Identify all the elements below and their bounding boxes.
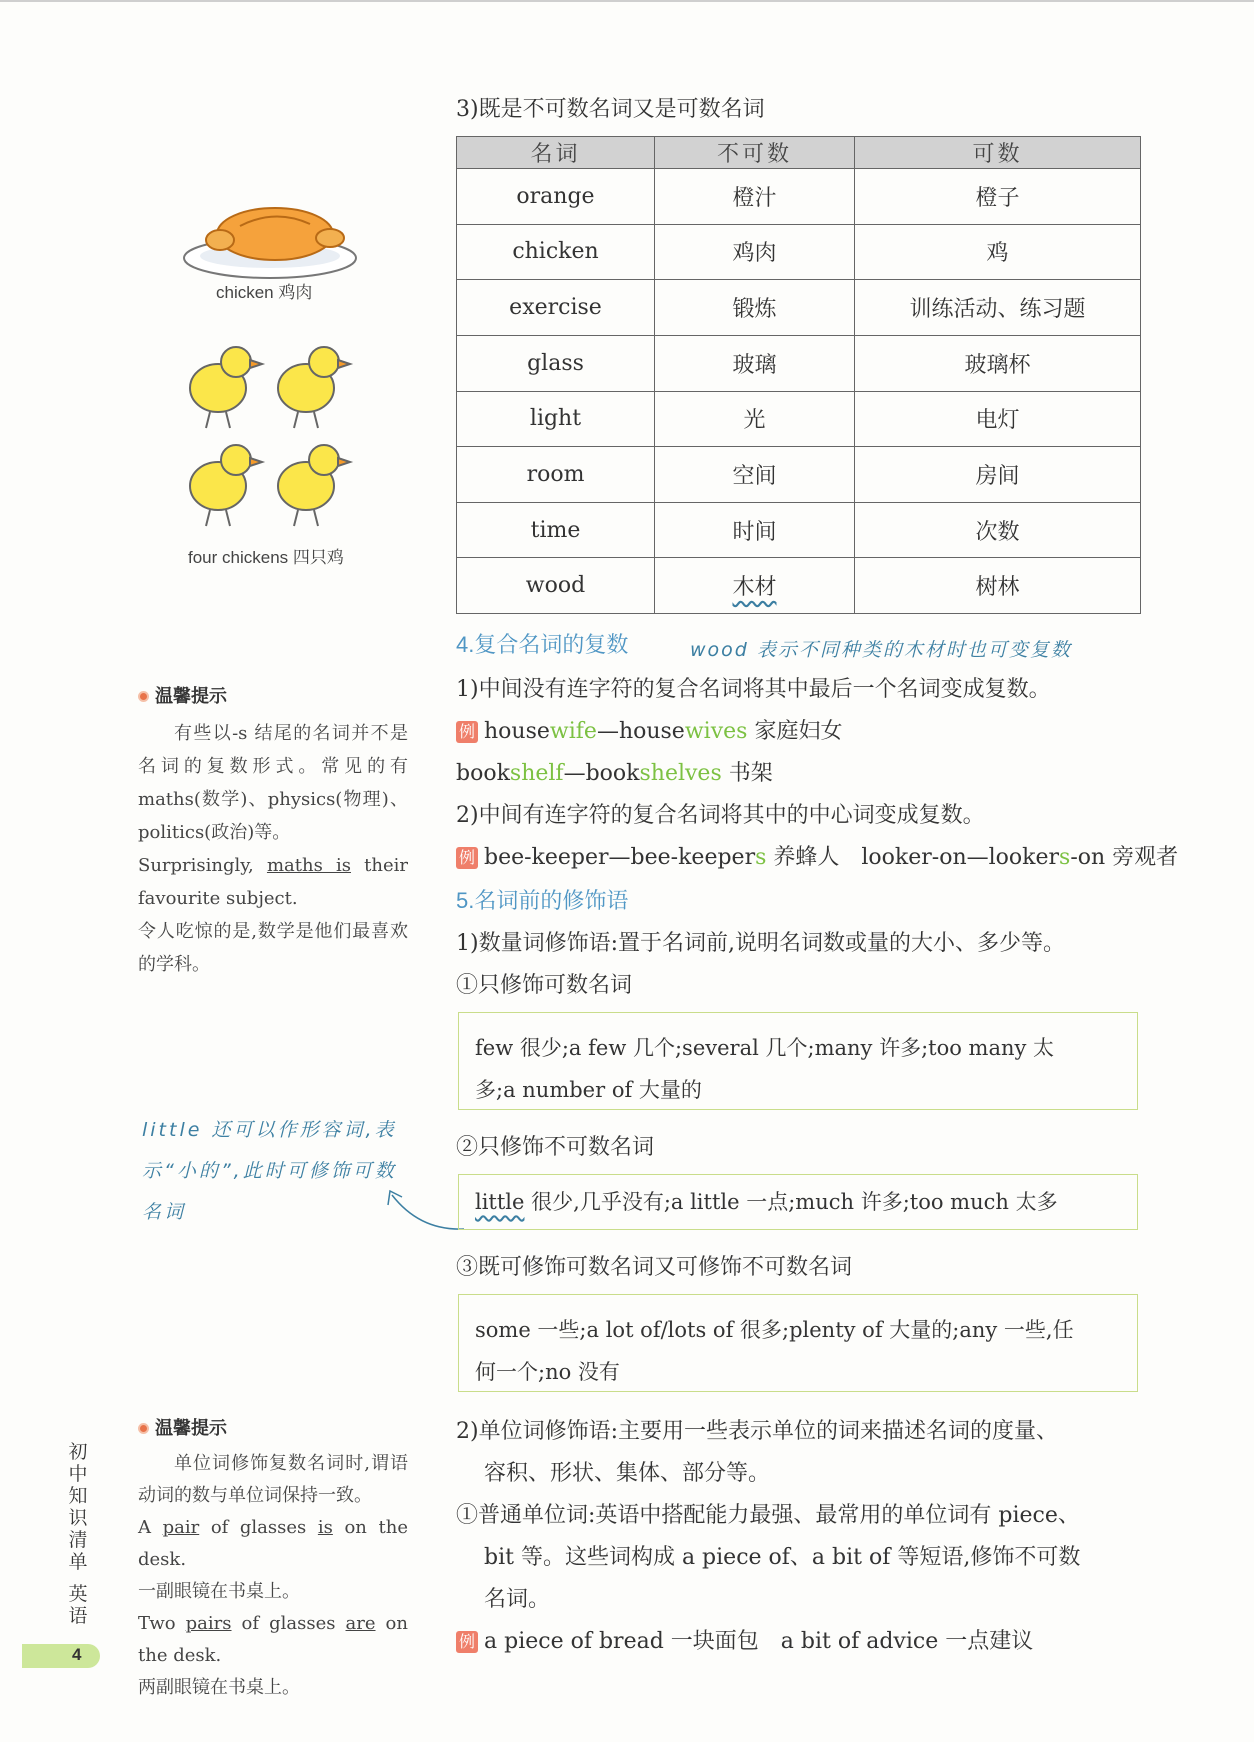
table-row: chicken 鸡肉 鸡 [457,224,1141,280]
table-row: room 空间 房间 [457,447,1141,503]
noun-table [456,136,1141,614]
tip-bullet-icon [138,691,149,702]
top-rule [0,0,1254,2]
table-row: wood 木材 树林 [457,558,1141,614]
subheading-uncountable: ②只修饰不可数名词 [456,1135,655,1160]
column-header-noun: 名词 [457,137,655,169]
subheading-countable: ①只修饰可数名词 [456,973,633,998]
section5-title: 5.名词前的修饰语 [456,888,629,913]
table-header-row [457,137,1141,169]
section4-rule1: 1)中间没有连字符的复合名词将其中最后一个名词变成复数。 [456,677,1051,702]
modifier-box-uncountable: little 很少,几乎没有;a little 一点;much 许多;too much 太多 [458,1174,1138,1230]
chicks-illustration [186,340,356,530]
table-row: glass 玻璃 玻璃杯 [457,335,1141,391]
unit-words-line2: bit 等。这些词构成 a piece of、a bit of 等短语,修饰不可数 [484,1545,1081,1570]
unit-words-line3: 名词。 [484,1587,551,1612]
chicken-caption: chicken 鸡肉 [216,283,313,302]
note-arrow [380,1185,466,1235]
tip-example-translation: 两副眼镜在书桌上。 [138,1677,300,1698]
modifier-box-countable: few 很少;a few 几个;several 几个;many 许多;too many 太 多;a number of 大量的 [458,1012,1138,1110]
chicks-caption: four chickens 四只鸡 [188,548,344,567]
tip-example: A pair of glasses is on the desk. [138,1517,408,1570]
section3-title: 3)既是不可数名词又是可数名词 [456,97,765,122]
example-line: 例 housewife—housewives 家庭妇女 [456,714,842,745]
subheading-both: ③既可修饰可数名词又可修饰不可数名词 [456,1255,853,1280]
vertical-book-label: 初 中 知 识 清 单 英 语 [68,1442,88,1627]
unit-words-line1: ①普通单位词:英语中搭配能力最强、最常用的单位词有 piece、 [456,1503,1080,1528]
tip-example-translation: 一副眼镜在书桌上。 [138,1581,300,1602]
table-row: orange 橙汁 橙子 [457,169,1141,225]
handwritten-note-wood: wood 表示不同种类的木材时也可变复数 [690,639,1072,661]
section5-rule2-line1: 2)单位词修饰语:主要用一些表示单位的词来描述名词的度量、 [456,1419,1058,1444]
tip-example-translation: 令人吃惊的是,数学是他们最喜欢的学科。 [138,921,408,975]
example-icon: 例 [456,1631,478,1653]
tip-example: Surprisingly, maths is their favourite subject. [138,855,408,909]
section4-title: 4.复合名词的复数 [456,632,629,657]
tip-box-1 [138,680,408,981]
example-icon: 例 [456,721,478,743]
modifier-box-both: some 一些;a lot of/lots of 很多;plenty of 大量的;any 一些,任 何一个;no 没有 [458,1294,1138,1392]
page-number-tab [22,1644,100,1668]
tip-title: 温馨提示 [155,686,227,706]
roast-chicken-illustration [180,196,360,286]
tip-bullet-icon [138,1423,149,1434]
column-header-countable: 可数 [855,137,1141,169]
handwritten-note-little: little 还可以作形容词,表示“小的”,此时可修饰可数名词 [142,1119,397,1223]
table-row: time 时间 次数 [457,502,1141,558]
table-row: light 光 电灯 [457,391,1141,447]
example-icon: 例 [456,847,478,869]
section4-rule2: 2)中间有连字符的复合名词将其中的中心词变成复数。 [456,803,985,828]
section5-rule2-line2: 容积、形状、集体、部分等。 [484,1461,771,1486]
column-header-uncountable: 不可数 [655,137,855,169]
tip-box-2 [138,1412,408,1704]
tip-title: 温馨提示 [155,1418,227,1438]
example-line: 例 a piece of bread 一块面包 a bit of advice 一点建议 [456,1624,1033,1655]
tip-text: 单位词修饰复数名词时,谓语动词的数与单位词保持一致。 [138,1453,408,1506]
page-number: 4 [72,1645,82,1664]
tip-text: 有些以-s 结尾的名词并不是名词的复数形式。常见的有 maths(数学)、physics(物理)、politics(政治)等。 [138,723,408,843]
example-line: 例 bee-keeper—bee-keepers 养蜂人 looker-on—lookers-on 旁观者 [456,840,1178,871]
table-row: exercise 锻炼 训练活动、练习题 [457,280,1141,336]
underlined-cell-text: 木材 [732,575,777,601]
tip-example: Two pairs of glasses are on the desk. [138,1613,408,1666]
section5-rule1: 1)数量词修饰语:置于名词前,说明名词数或量的大小、多少等。 [456,931,1065,956]
example-line: bookshelf—bookshelves 书架 [456,761,773,786]
